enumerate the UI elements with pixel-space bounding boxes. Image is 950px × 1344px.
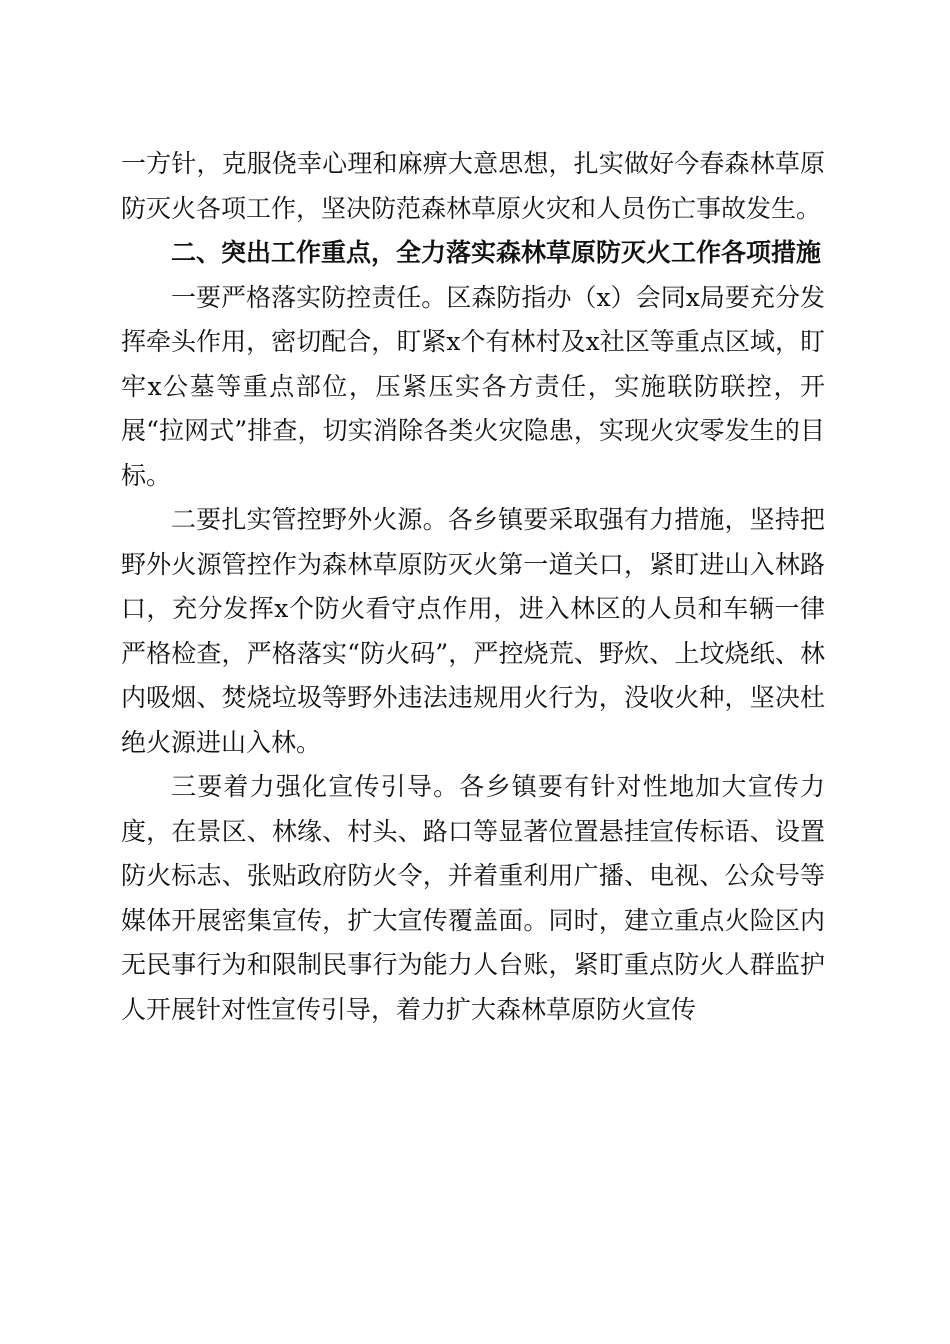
document-body <box>121 142 825 1032</box>
paragraph-publicity: 三要着力强化宣传引导。各乡镇要有针对性地加大宣传力度，在景区、林缘、村头、路口等显著位置悬挂宣传标语、设置防火标志、张贴政府防火令，并着重利用广播、电视、公众号等媒体开展密集宣传，扩大宣传覆盖面。同时，建立重点火险区内无民事行为和限制民事行为能力人台账，紧盯重点防火人群监护人开展针对性宣传引导，着力扩大森林草原防火宣传 <box>121 772 825 1024</box>
paragraph-responsibility: 一要严格落实防控责任。区森防指办（x）会同x局要充分发挥牵头作用，密切配合，盯紧x个有林村及x社区等重点区域，盯牢x公墓等重点部位，压紧压实各方责任，实施联防联控，开展“拉网式”排查，切实消除各类火灾隐患，实现火灾零发生的目标。 <box>121 282 825 490</box>
paragraph-fire-source-control: 二要扎实管控野外火源。各乡镇要采取强有力措施，坚持把野外火源管控作为森林草原防灭火第一道关口，紧盯进山入林路口，充分发挥x个防火看守点作用，进入林区的人员和车辆一律严格检查，严格落实“防火码”，严控烧荒、野炊、上坟烧纸、林内吸烟、焚烧垃圾等野外违法违规用火行为，没收火种，坚决杜绝火源进山入林。 <box>121 505 825 757</box>
section-heading: 二、突出工作重点，全力落实森林草原防灭火工作各项措施 <box>171 238 822 267</box>
paragraph-continuation: 一方针，克服侥幸心理和麻痹大意思想，扎实做好今春森林草原防灭火各项工作，坚决防范森林草原火灾和人员伤亡事故发生。 <box>121 149 825 223</box>
